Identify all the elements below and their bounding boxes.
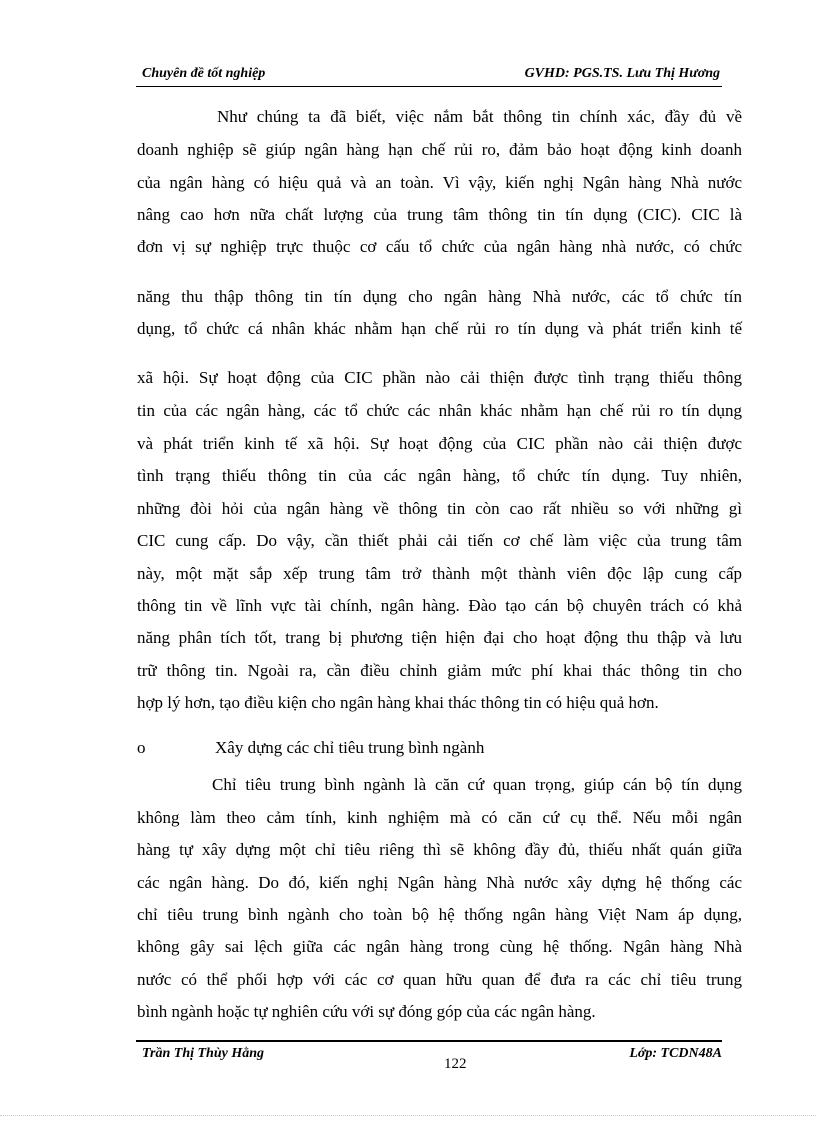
paragraph-line: xã hội. Sự hoạt động của CIC phần nào cải thiện được tình trạng thiếu thông bbox=[137, 368, 742, 387]
paragraph-line: bình ngành hoặc tự nghiên cứu với sự đóng góp của các ngân hàng. bbox=[137, 1002, 596, 1021]
paragraph-line: hợp lý hơn, tạo điều kiện cho ngân hàng khai thác thông tin có hiệu quả hơn. bbox=[137, 693, 659, 712]
paragraph-line: và phát triển kinh tế xã hội. Sự hoạt động của CIC phần nào cải thiện được bbox=[137, 434, 742, 453]
header-advisor: GVHD: PGS.TS. Lưu Thị Hương bbox=[524, 66, 720, 81]
paragraph-line: CIC cung cấp. Do vậy, cần thiết phải cải tiến cơ chế làm việc của trung tâm bbox=[137, 531, 742, 550]
bullet-marker: o bbox=[137, 738, 146, 757]
footer-rule bbox=[136, 1040, 722, 1042]
paragraph-line: những đòi hỏi của ngân hàng về thông tin còn cao rất nhiều so với những gì bbox=[137, 499, 742, 518]
paragraph-line: dụng, tổ chức cá nhân khác nhằm hạn chế rủi ro tín dụng và phát triển kinh tế bbox=[137, 319, 742, 338]
paragraph-line: không làm theo cảm tính, kinh nghiệm mà có căn cứ cụ thể. Nếu mỗi ngân bbox=[137, 808, 742, 827]
paragraph-line: đơn vị sự nghiệp trực thuộc cơ cấu tổ chức của ngân hàng nhà nước, có chức bbox=[137, 237, 742, 256]
footer-class: Lớp: TCDN48A bbox=[629, 1046, 722, 1061]
paragraph-line: chỉ tiêu trung bình ngành cho toàn bộ hệ thống ngân hàng Việt Nam áp dụng, bbox=[137, 905, 742, 924]
paragraph-line: doanh nghiệp sẽ giúp ngân hàng hạn chế rủi ro, đảm bảo hoạt động kinh doanh bbox=[137, 140, 742, 159]
paragraph-line: tin của các ngân hàng, các tổ chức các nhân khác nhằm hạn chế rủi ro tín dụng bbox=[137, 401, 742, 420]
paragraph-line: năng thu thập thông tin tín dụng cho ngân hàng Nhà nước, các tổ chức tín bbox=[137, 287, 742, 306]
paragraph-line: các ngân hàng. Do đó, kiến nghị Ngân hàng Nhà nước xây dựng hệ thống các bbox=[137, 873, 742, 892]
paragraph-line: tình trạng thiếu thông tin của các ngân hàng, tổ chức tín dụng. Tuy nhiên, bbox=[137, 466, 742, 485]
header-title: Chuyên đề tốt nghiệp bbox=[142, 66, 266, 81]
page-edge-divider bbox=[0, 1115, 816, 1116]
paragraph-line: này, một mặt sắp xếp trung tâm trở thành một thành viên độc lập cung cấp bbox=[137, 564, 742, 583]
paragraph-line: Chỉ tiêu trung bình ngành là căn cứ quan trọng, giúp cán bộ tín dụng bbox=[212, 775, 742, 794]
section-heading: Xây dựng các chỉ tiêu trung bình ngành bbox=[215, 738, 485, 757]
footer-author: Trần Thị Thùy Hằng bbox=[142, 1046, 265, 1061]
paragraph-line: Như chúng ta đã biết, việc nắm bắt thông tin chính xác, đầy đủ về bbox=[217, 107, 742, 126]
paragraph-line: trữ thông tin. Ngoài ra, cần điều chỉnh giảm mức phí khai thác thông tin cho bbox=[137, 661, 742, 680]
header-rule bbox=[136, 86, 722, 87]
paragraph-line: thông tin về lĩnh vực tài chính, ngân hàng. Đào tạo cán bộ chuyên trách có khả bbox=[137, 596, 742, 615]
paragraph-line: năng phân tích tốt, trang bị phương tiện hiện đại cho hoạt động thu thập và lưu bbox=[137, 628, 742, 647]
paragraph-line: không gây sai lệch giữa các ngân hàng trong cùng hệ thống. Ngân hàng Nhà bbox=[137, 937, 742, 956]
paragraph-line: của ngân hàng có hiệu quả và an toàn. Vì vậy, kiến nghị Ngân hàng Nhà nước bbox=[137, 173, 742, 192]
paragraph-line: hàng tự xây dựng một chỉ tiêu riêng thì sẽ không đầy đủ, thiếu nhất quán giữa bbox=[137, 840, 742, 859]
page-number: 122 bbox=[444, 1056, 467, 1072]
paragraph-line: nâng cao hơn nữa chất lượng của trung tâm thông tin tín dụng (CIC). CIC là bbox=[137, 205, 742, 224]
paragraph-line: nước có thể phối hợp với các cơ quan hữu quan để đưa ra các chỉ tiêu trung bbox=[137, 970, 742, 989]
